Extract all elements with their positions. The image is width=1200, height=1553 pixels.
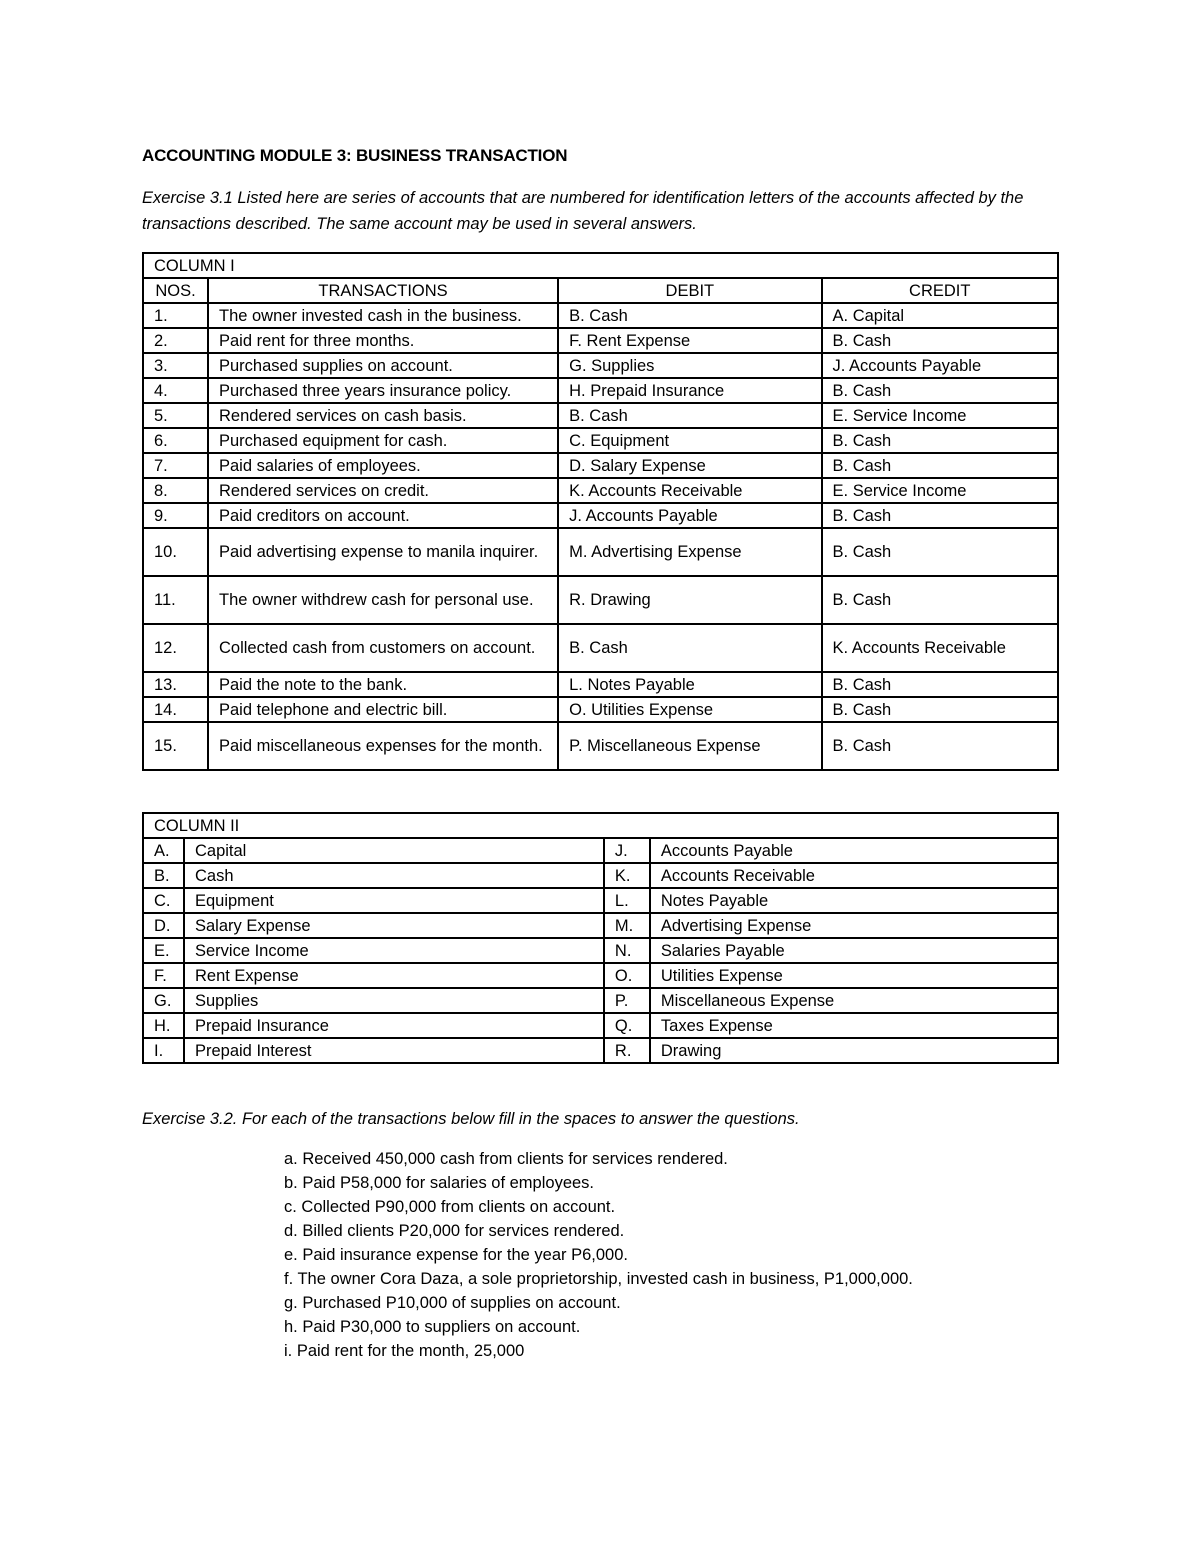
account-letter: C. bbox=[143, 888, 184, 913]
transaction-number: 3. bbox=[143, 353, 208, 378]
exercise-item: a. Received 450,000 cash from clients for services rendered. bbox=[284, 1150, 728, 1168]
transaction-description: Paid miscellaneous expenses for the month. bbox=[208, 722, 558, 770]
transaction-row bbox=[143, 672, 1058, 697]
account-letter: R. bbox=[604, 1038, 650, 1063]
column-1-table bbox=[142, 252, 1059, 771]
transaction-row bbox=[143, 503, 1058, 528]
exercise-item: g. Purchased P10,000 of supplies on account. bbox=[284, 1294, 621, 1312]
transaction-row bbox=[143, 697, 1058, 722]
account-name: Advertising Expense bbox=[650, 913, 1058, 938]
transaction-description: Rendered services on credit. bbox=[208, 478, 558, 503]
account-name: Capital bbox=[184, 838, 604, 863]
debit-account: R. Drawing bbox=[558, 576, 821, 624]
account-letter: H. bbox=[143, 1013, 184, 1038]
account-name: Miscellaneous Expense bbox=[650, 988, 1058, 1013]
debit-account: F. Rent Expense bbox=[558, 328, 821, 353]
credit-account: E. Service Income bbox=[822, 478, 1058, 503]
transaction-row bbox=[143, 478, 1058, 503]
transaction-number: 12. bbox=[143, 624, 208, 672]
transaction-description: Collected cash from customers on account. bbox=[208, 624, 558, 672]
transaction-row bbox=[143, 403, 1058, 428]
transaction-description: Purchased supplies on account. bbox=[208, 353, 558, 378]
account-name: Prepaid Interest bbox=[184, 1038, 604, 1063]
account-name: Utilities Expense bbox=[650, 963, 1058, 988]
account-name: Accounts Receivable bbox=[650, 863, 1058, 888]
credit-account: B. Cash bbox=[822, 503, 1058, 528]
transaction-number: 6. bbox=[143, 428, 208, 453]
transaction-description: The owner invested cash in the business. bbox=[208, 303, 558, 328]
account-row bbox=[143, 888, 1058, 913]
transaction-description: Paid the note to the bank. bbox=[208, 672, 558, 697]
account-row bbox=[143, 988, 1058, 1013]
transaction-description: Paid advertising expense to manila inquirer. bbox=[208, 528, 558, 576]
transaction-description: Paid rent for three months. bbox=[208, 328, 558, 353]
transaction-description: Paid salaries of employees. bbox=[208, 453, 558, 478]
transaction-number: 1. bbox=[143, 303, 208, 328]
debit-account: G. Supplies bbox=[558, 353, 821, 378]
account-name: Cash bbox=[184, 863, 604, 888]
debit-account: M. Advertising Expense bbox=[558, 528, 821, 576]
column-1-body bbox=[143, 253, 1058, 770]
exercise-item: h. Paid P30,000 to suppliers on account. bbox=[284, 1318, 581, 1336]
transaction-number: 9. bbox=[143, 503, 208, 528]
debit-account: H. Prepaid Insurance bbox=[558, 378, 821, 403]
transaction-number: 13. bbox=[143, 672, 208, 697]
transaction-row bbox=[143, 576, 1058, 624]
transaction-number: 11. bbox=[143, 576, 208, 624]
transaction-description: Paid creditors on account. bbox=[208, 503, 558, 528]
transaction-number: 2. bbox=[143, 328, 208, 353]
debit-account: P. Miscellaneous Expense bbox=[558, 722, 821, 770]
account-row bbox=[143, 913, 1058, 938]
debit-account: B. Cash bbox=[558, 624, 821, 672]
transaction-description: Paid telephone and electric bill. bbox=[208, 697, 558, 722]
account-letter: Q. bbox=[604, 1013, 650, 1038]
debit-account: C. Equipment bbox=[558, 428, 821, 453]
account-letter: J. bbox=[604, 838, 650, 863]
document-page bbox=[142, 143, 1059, 1363]
transaction-row bbox=[143, 624, 1058, 672]
transaction-number: 4. bbox=[143, 378, 208, 403]
debit-account: B. Cash bbox=[558, 303, 821, 328]
transaction-description: Rendered services on cash basis. bbox=[208, 403, 558, 428]
credit-account: B. Cash bbox=[822, 528, 1058, 576]
debit-account: D. Salary Expense bbox=[558, 453, 821, 478]
credit-account: E. Service Income bbox=[822, 403, 1058, 428]
column-2-heading-row bbox=[143, 813, 1058, 838]
exercise-item: f. The owner Cora Daza, a sole proprietorship, invested cash in business, P1,000,000. bbox=[284, 1270, 913, 1288]
exercise-item: c. Collected P90,000 from clients on account. bbox=[284, 1198, 616, 1216]
exercise-3-1-instructions: Exercise 3.1 Listed here are series of accounts that are numbered for identification letters of the accounts affected by the transactions described. The same account may be used in several answers. bbox=[142, 189, 1024, 233]
header-credit: CREDIT bbox=[822, 278, 1058, 303]
transaction-row bbox=[143, 328, 1058, 353]
account-letter: F. bbox=[143, 963, 184, 988]
transaction-number: 14. bbox=[143, 697, 208, 722]
account-name: Prepaid Insurance bbox=[184, 1013, 604, 1038]
account-row bbox=[143, 938, 1058, 963]
account-row bbox=[143, 1013, 1058, 1038]
account-letter: D. bbox=[143, 913, 184, 938]
credit-account: B. Cash bbox=[822, 453, 1058, 478]
debit-account: B. Cash bbox=[558, 403, 821, 428]
credit-account: B. Cash bbox=[822, 328, 1058, 353]
column-1-heading: COLUMN I bbox=[143, 253, 1058, 278]
transaction-row bbox=[143, 722, 1058, 770]
account-row bbox=[143, 838, 1058, 863]
transaction-row bbox=[143, 378, 1058, 403]
account-name: Supplies bbox=[184, 988, 604, 1013]
account-name: Drawing bbox=[650, 1038, 1058, 1063]
account-letter: B. bbox=[143, 863, 184, 888]
credit-account: K. Accounts Receivable bbox=[822, 624, 1058, 672]
credit-account: B. Cash bbox=[822, 576, 1058, 624]
transaction-number: 15. bbox=[143, 722, 208, 770]
account-letter: P. bbox=[604, 988, 650, 1013]
account-row bbox=[143, 863, 1058, 888]
transaction-number: 7. bbox=[143, 453, 208, 478]
exercise-item: e. Paid insurance expense for the year P6,000. bbox=[284, 1246, 628, 1264]
exercise-3-2-instructions: Exercise 3.2. For each of the transactions below fill in the spaces to answer the questions. bbox=[142, 1110, 800, 1128]
debit-account: K. Accounts Receivable bbox=[558, 478, 821, 503]
transaction-row bbox=[143, 453, 1058, 478]
exercise-item: i. Paid rent for the month, 25,000 bbox=[284, 1342, 525, 1360]
transaction-description: Purchased equipment for cash. bbox=[208, 428, 558, 453]
exercise-item: b. Paid P58,000 for salaries of employees. bbox=[284, 1174, 595, 1192]
transaction-description: Purchased three years insurance policy. bbox=[208, 378, 558, 403]
account-letter: K. bbox=[604, 863, 650, 888]
account-name: Equipment bbox=[184, 888, 604, 913]
debit-account: L. Notes Payable bbox=[558, 672, 821, 697]
transaction-row bbox=[143, 353, 1058, 378]
account-letter: M. bbox=[604, 913, 650, 938]
account-letter: E. bbox=[143, 938, 184, 963]
transaction-number: 5. bbox=[143, 403, 208, 428]
column-2-table bbox=[142, 812, 1059, 1064]
transaction-number: 8. bbox=[143, 478, 208, 503]
debit-account: O. Utilities Expense bbox=[558, 697, 821, 722]
transaction-row bbox=[143, 428, 1058, 453]
column-2-heading: COLUMN II bbox=[143, 813, 1058, 838]
credit-account: A. Capital bbox=[822, 303, 1058, 328]
exercise-3-2-list bbox=[284, 1147, 1059, 1363]
header-nos: NOS. bbox=[143, 278, 208, 303]
header-transactions: TRANSACTIONS bbox=[208, 278, 558, 303]
account-letter: A. bbox=[143, 838, 184, 863]
account-name: Service Income bbox=[184, 938, 604, 963]
account-row bbox=[143, 1038, 1058, 1063]
transaction-description: The owner withdrew cash for personal use. bbox=[208, 576, 558, 624]
transaction-number: 10. bbox=[143, 528, 208, 576]
account-name: Rent Expense bbox=[184, 963, 604, 988]
account-letter: N. bbox=[604, 938, 650, 963]
transaction-row bbox=[143, 303, 1058, 328]
column-1-heading-row bbox=[143, 253, 1058, 278]
account-name: Salaries Payable bbox=[650, 938, 1058, 963]
header-debit: DEBIT bbox=[558, 278, 821, 303]
credit-account: B. Cash bbox=[822, 378, 1058, 403]
account-letter: I. bbox=[143, 1038, 184, 1063]
credit-account: B. Cash bbox=[822, 722, 1058, 770]
page-title: ACCOUNTING MODULE 3: BUSINESS TRANSACTION bbox=[142, 146, 568, 165]
account-name: Notes Payable bbox=[650, 888, 1058, 913]
account-row bbox=[143, 963, 1058, 988]
credit-account: B. Cash bbox=[822, 672, 1058, 697]
account-name: Taxes Expense bbox=[650, 1013, 1058, 1038]
transaction-row bbox=[143, 528, 1058, 576]
account-letter: L. bbox=[604, 888, 650, 913]
account-letter: O. bbox=[604, 963, 650, 988]
debit-account: J. Accounts Payable bbox=[558, 503, 821, 528]
credit-account: J. Accounts Payable bbox=[822, 353, 1058, 378]
account-letter: G. bbox=[143, 988, 184, 1013]
column-1-header-row bbox=[143, 278, 1058, 303]
credit-account: B. Cash bbox=[822, 428, 1058, 453]
account-name: Salary Expense bbox=[184, 913, 604, 938]
account-name: Accounts Payable bbox=[650, 838, 1058, 863]
exercise-item: d. Billed clients P20,000 for services rendered. bbox=[284, 1222, 625, 1240]
column-2-body bbox=[143, 813, 1058, 1063]
credit-account: B. Cash bbox=[822, 697, 1058, 722]
